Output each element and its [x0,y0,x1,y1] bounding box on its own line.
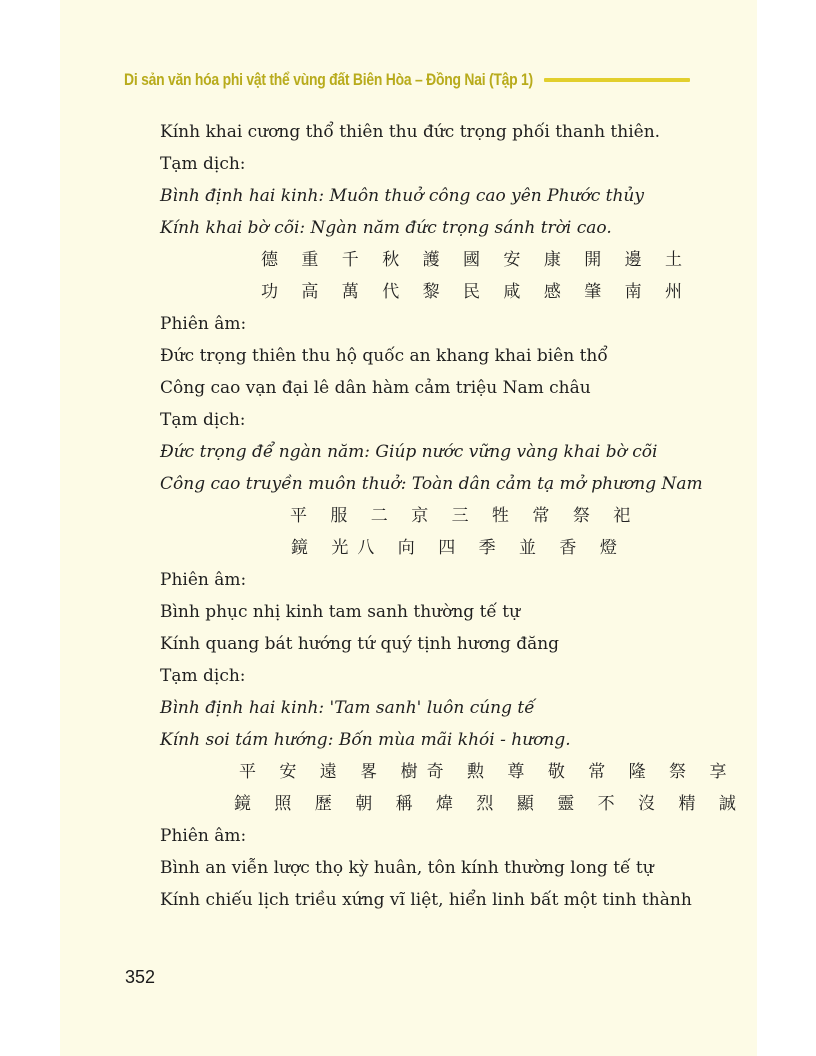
transliteration-line: Đức trọng thiên thu hộ quốc an khang khai biên thổ [160,346,608,366]
section-label: Phiên âm: [160,570,247,590]
transliteration-line: Bình phục nhị kinh tam sanh thường tế tự [160,602,521,622]
han-nom-line: 鏡 光八 向 四 季 並 香 燈 [291,538,626,558]
transliteration-line: Kính quang bát hướng tứ quý tịnh hương đăng [160,634,560,654]
translation-line: Bình định hai kinh: 'Tam sanh' luôn cúng tế [160,698,535,718]
transliteration-line: Kính chiếu lịch triều xứng vĩ liệt, hiển linh bất một tinh thành [160,890,692,910]
page-number: 352 [125,967,156,987]
transliteration-line: Bình an viễn lược thọ kỳ huân, tôn kính thường long tế tự [160,858,654,878]
translation-line: Đức trọng để ngàn năm: Giúp nước vững vàng khai bờ cõi [160,442,658,462]
page-body [160,116,745,916]
translation-line: Bình định hai kinh: Muôn thuở công cao yên Phước thủy [160,186,644,206]
transliteration-line: Công cao vạn đại lê dân hàm cảm triệu Nam châu [160,378,591,398]
section-label: Phiên âm: [160,314,247,334]
translation-line: Kính khai bờ cõi: Ngàn năm đức trọng sánh trời cao. [160,218,612,238]
section-label: Tạm dịch: [160,410,246,430]
running-header [124,66,694,94]
section-label: Tạm dịch: [160,666,246,686]
section-label: Phiên âm: [160,826,247,846]
section-label: Tạm dịch: [160,154,246,174]
text-line: Kính khai cương thổ thiên thu đức trọng phối thanh thiên. [160,122,661,142]
running-header-title: Di sản văn hóa phi vật thể vùng đất Biên Hòa – Đồng Nai (Tập 1) [124,70,533,89]
han-nom-line: 平 服 二 京 三 牲 常 祭 祀 [290,506,640,526]
han-nom-line: 德 重 千 秋 護 國 安 康 開 邊 土 [261,250,692,270]
header-rule [544,78,690,82]
han-nom-line: 鏡 照 歷 朝 稱 煒 烈 顯 靈 不 沒 精 誠 [234,794,745,814]
translation-line: Công cao truyền muôn thuở: Toàn dân cảm tạ mở phương Nam [160,474,703,494]
han-nom-line: 功 高 萬 代 黎 民 咸 感 肇 南 州 [261,282,692,302]
translation-line: Kính soi tám hướng: Bốn mùa mãi khói - hương. [160,730,571,750]
han-nom-line: 平 安 遠 畧 樹奇 勲 尊 敬 常 隆 祭 享 [239,762,736,782]
